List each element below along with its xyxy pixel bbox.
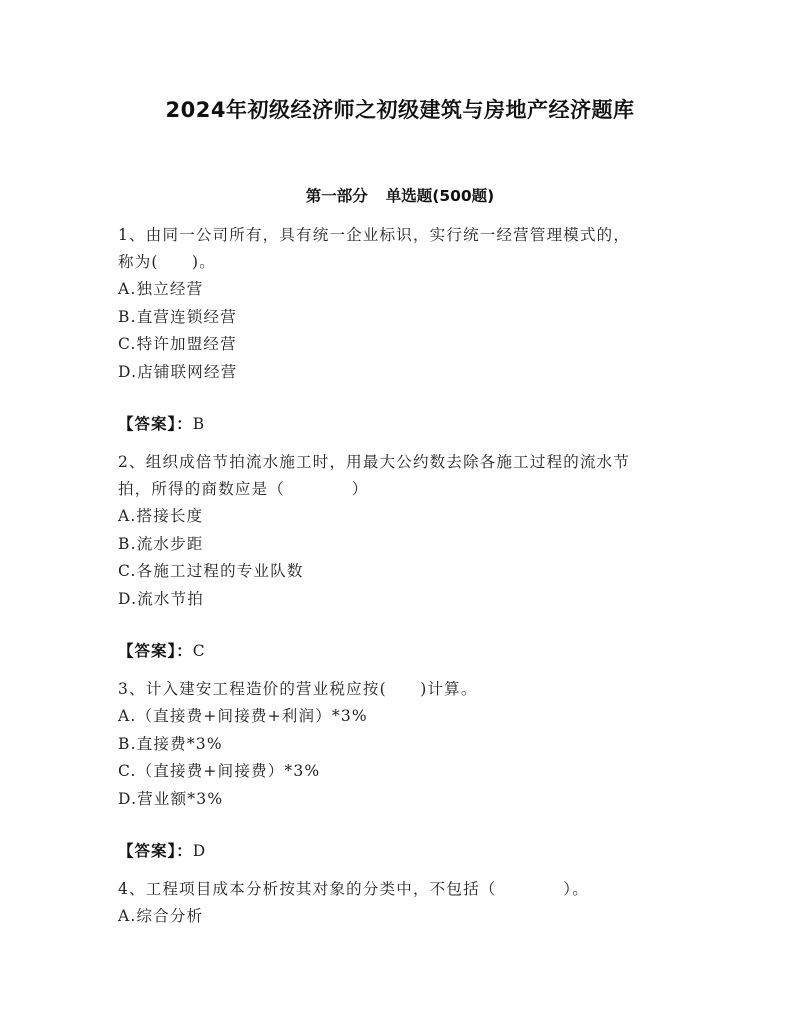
option-b: B.直接费*3% (118, 734, 223, 753)
answer-label: 【答案】： (118, 842, 193, 860)
answer-line (118, 411, 693, 438)
option-d: D.营业额*3% (118, 789, 224, 808)
question-stem-line: 1、由同一公司所有，具有统一企业标识，实行统一经营管理模式的， (118, 226, 631, 244)
question-2 (118, 449, 693, 665)
answer-line (118, 638, 693, 665)
question-3 (118, 676, 693, 865)
section-part: 第一部分 (305, 187, 368, 205)
option-a: A.搭接长度 (118, 507, 204, 525)
option-a: A.综合分析 (118, 907, 204, 925)
question-stem-line: 4、工程项目成本分析按其对象的分类中，不包括（ ）。 (118, 880, 589, 898)
option-b: B.直营连锁经营 (118, 307, 237, 326)
question-stem-line: 3、计入建安工程造价的营业税应按( )计算。 (118, 680, 478, 698)
answer-value: B (192, 415, 206, 433)
question-stem-line: 2、组织成倍节拍流水施工时，用最大公约数去除各施工过程的流水节 (118, 453, 631, 471)
option-d: D.店铺联网经营 (118, 362, 238, 381)
section-heading (0, 184, 800, 206)
question-1 (118, 222, 693, 438)
answer-line (118, 838, 693, 865)
question-stem-line: 拍，所得的商数应是（ ） (118, 480, 369, 498)
option-b: B.流水步距 (118, 534, 204, 553)
section-name: 单选题(500题) (385, 187, 495, 205)
question-stem-line: 称为( )。 (118, 253, 216, 271)
document-title: 2024年初级经济师之初级建筑与房地产经济题库 (165, 98, 635, 122)
option-a: A.（直接费+间接费+利润）*3% (118, 707, 368, 725)
answer-label: 【答案】： (118, 415, 193, 433)
answer-value: C (192, 642, 206, 660)
option-c: C.特许加盟经营 (118, 335, 237, 353)
option-c: C.各施工过程的专业队数 (118, 562, 304, 580)
option-c: C.（直接费+间接费）*3% (118, 762, 321, 780)
option-a: A.独立经营 (118, 280, 204, 298)
answer-value: D (192, 842, 207, 860)
option-d: D.流水节拍 (118, 589, 205, 608)
answer-label: 【答案】： (118, 642, 193, 660)
question-4 (118, 876, 693, 931)
question-list (118, 222, 693, 931)
